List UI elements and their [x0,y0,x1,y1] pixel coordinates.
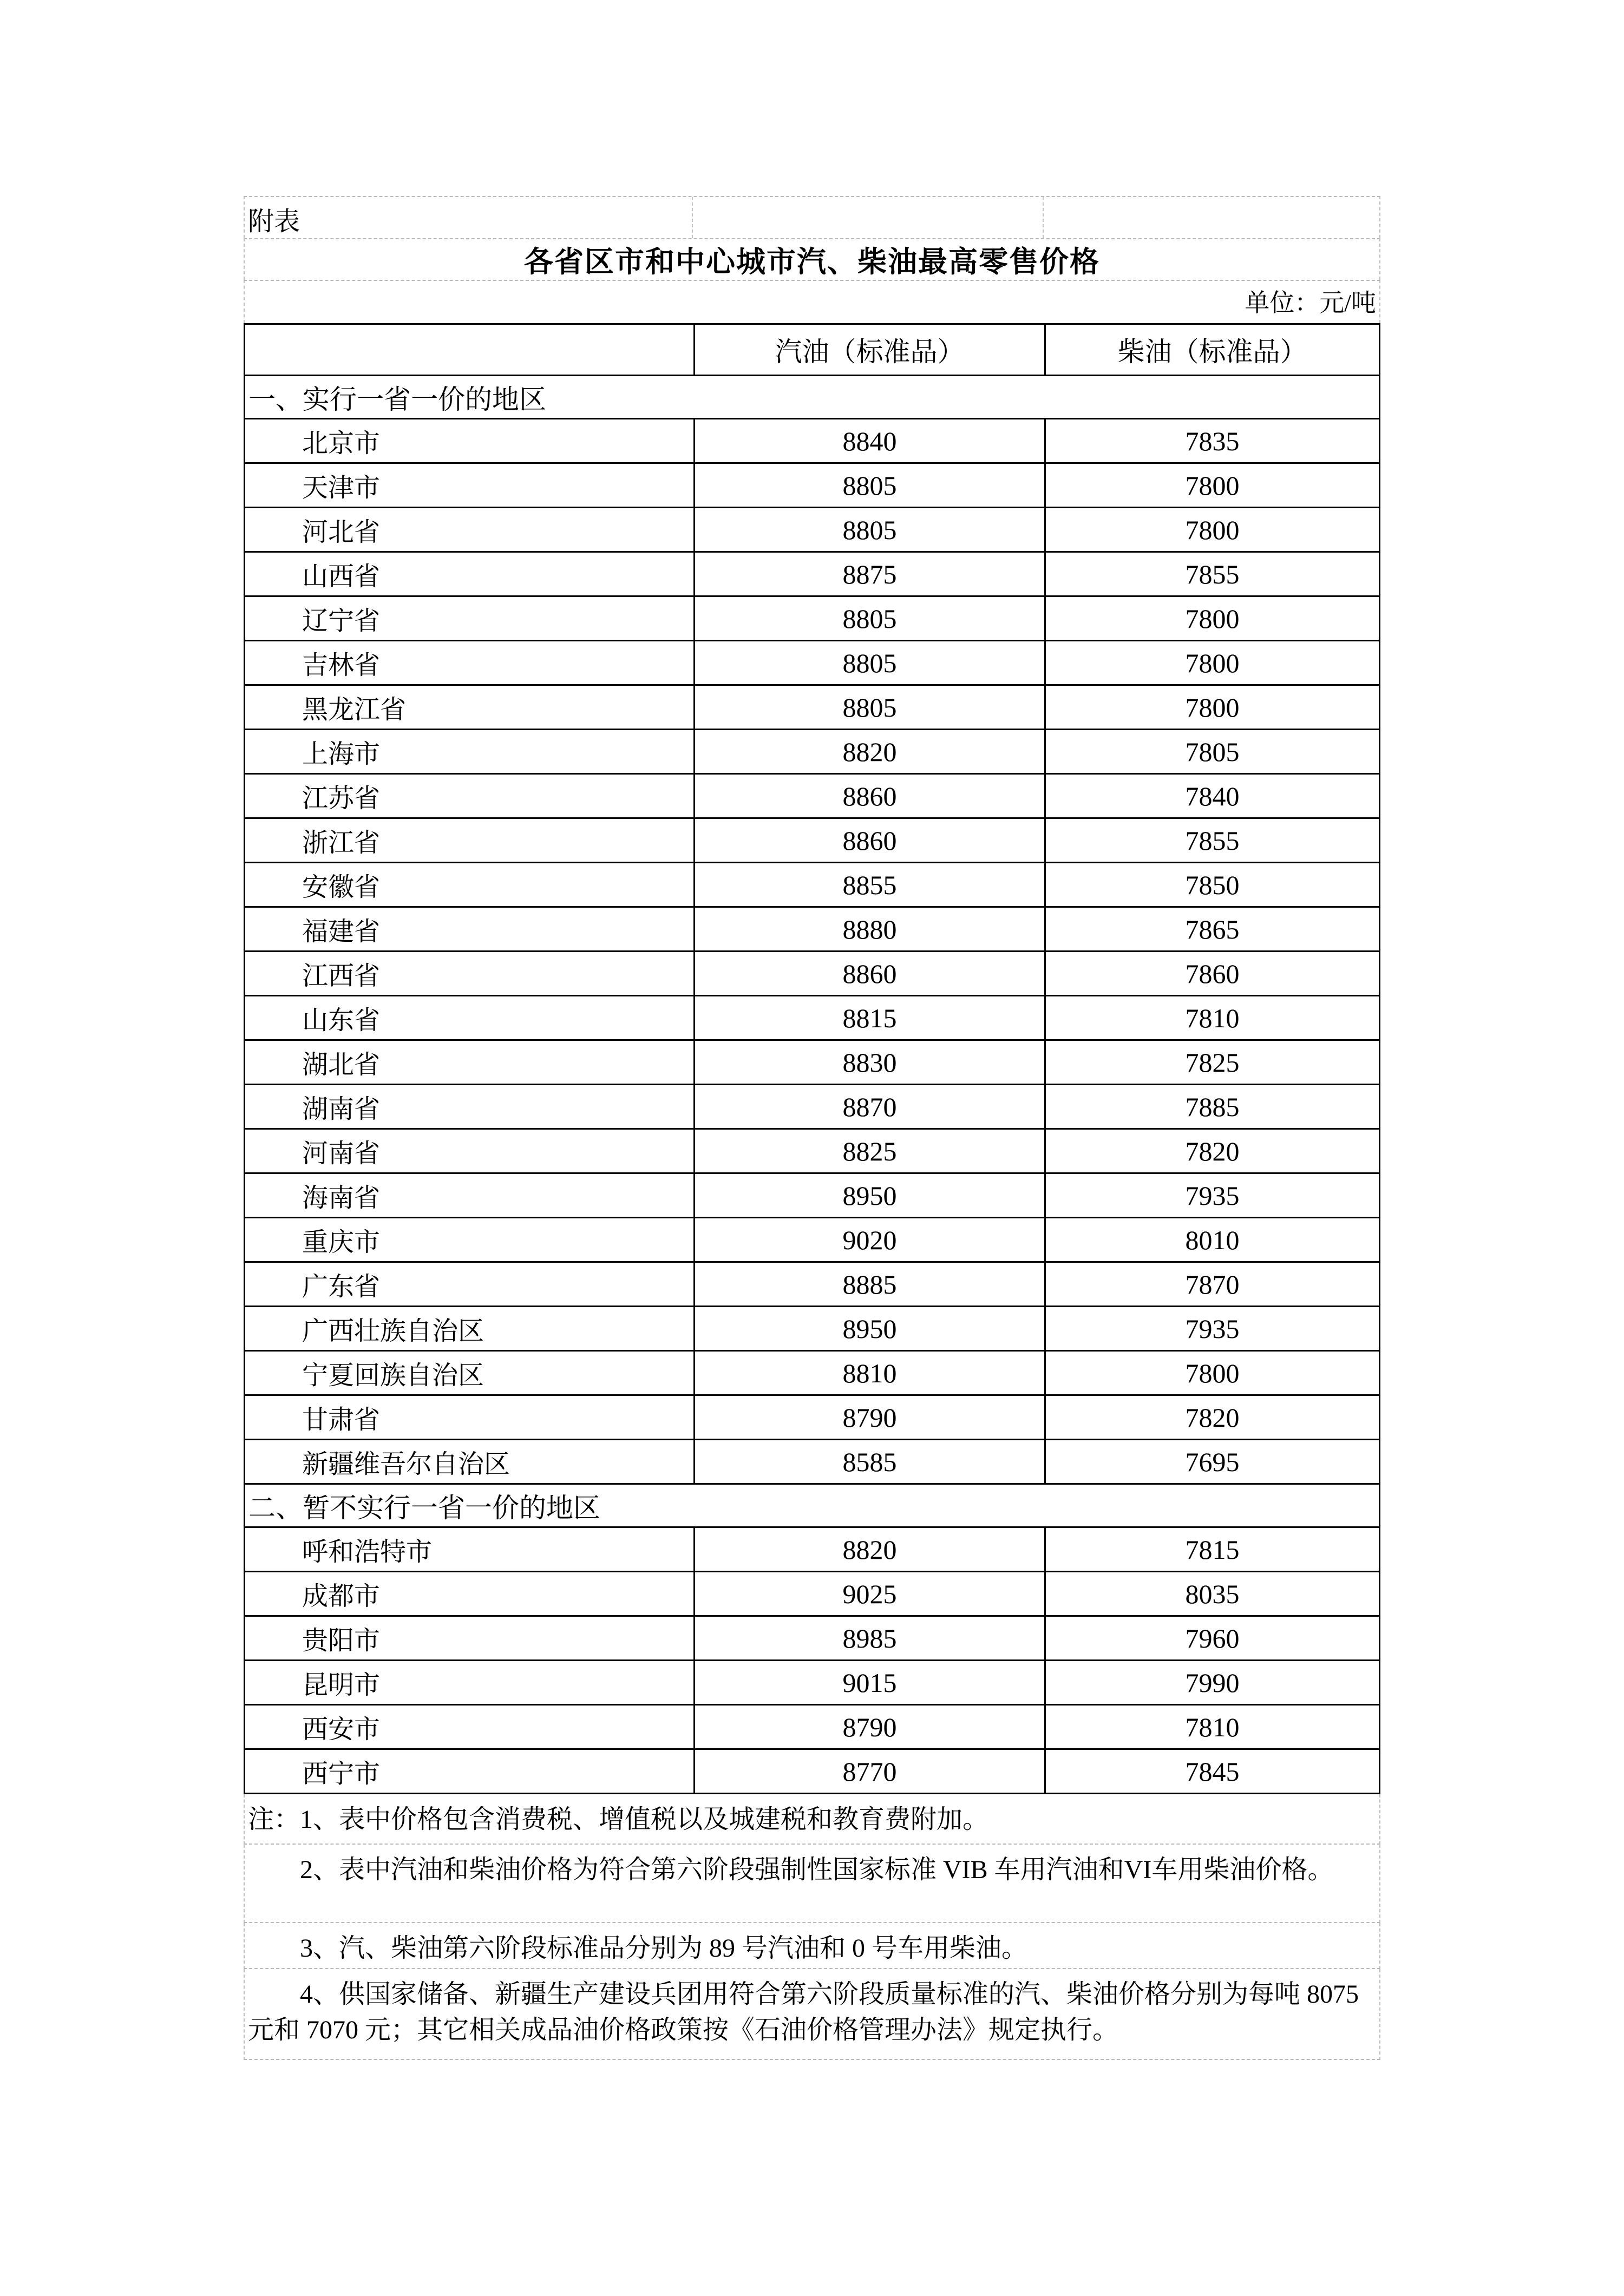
diesel-price-cell: 7845 [1044,1750,1379,1793]
table-row [245,595,1379,640]
gasoline-price-cell: 8880 [693,908,1044,950]
diesel-price-cell: 7800 [1044,597,1379,640]
region-cell: 浙江省 [302,829,381,857]
diesel-price-cell: 7865 [1044,908,1379,950]
diesel-price-cell: 8010 [1044,1218,1379,1261]
table-row [245,507,1379,551]
table-row [245,1615,1379,1659]
diesel-price-cell: 7695 [1044,1440,1379,1483]
diesel-price-cell: 7820 [1044,1130,1379,1172]
table-row [245,995,1379,1039]
diesel-price-cell: 7835 [1044,419,1379,462]
region-cell: 甘肃省 [302,1406,381,1434]
region-cell: 海南省 [302,1184,381,1212]
diesel-price-cell: 7990 [1044,1661,1379,1704]
region-cell: 山西省 [302,562,381,591]
region-cell: 江苏省 [302,784,381,813]
diesel-price-cell: 7855 [1044,553,1379,595]
section-header-row: 一、实行一省一价的地区 [245,375,1379,418]
table-row [245,1217,1379,1261]
diesel-price-cell: 7805 [1044,730,1379,773]
table-row [245,1261,1379,1306]
price-table [244,323,1380,1794]
gasoline-price-cell: 8830 [693,1041,1044,1084]
gasoline-price-cell: 8855 [693,863,1044,906]
diesel-price-cell: 7935 [1044,1307,1379,1350]
table-row [245,1306,1379,1350]
unit-row [244,280,1380,323]
gasoline-price-cell: 8790 [693,1705,1044,1748]
diesel-price-cell: 7800 [1044,1352,1379,1394]
price-table-header-row [245,325,1379,375]
gasoline-price-cell: 8810 [693,1352,1044,1394]
diesel-price-cell: 7935 [1044,1174,1379,1217]
region-cell: 湖北省 [302,1051,381,1079]
diesel-price-cell: 7825 [1044,1041,1379,1084]
gasoline-price-cell: 8820 [693,1528,1044,1571]
gasoline-price-cell: 9020 [693,1218,1044,1261]
table-row [245,1128,1379,1172]
gasoline-price-cell: 8860 [693,952,1044,995]
diesel-price-cell: 7885 [1044,1085,1379,1128]
gasoline-price-cell: 8885 [693,1263,1044,1306]
attachment-row-spacer-cell [1044,197,1379,238]
gasoline-price-cell: 8870 [693,1085,1044,1128]
gasoline-price-cell: 8820 [693,730,1044,773]
region-cell: 江西省 [302,962,381,990]
table-row [245,551,1379,595]
table-row [245,1084,1379,1128]
region-cell: 广西壮族自治区 [302,1317,484,1346]
table-row [245,950,1379,995]
table-row [245,462,1379,507]
table-row [245,1571,1379,1615]
table-row [245,729,1379,773]
table-row [245,1350,1379,1394]
region-cell: 河北省 [302,518,381,547]
region-cell: 山东省 [302,1006,381,1035]
gasoline-price-cell: 8790 [693,1396,1044,1439]
diesel-price-cell: 7850 [1044,863,1379,906]
region-cell: 黑龙江省 [302,696,407,724]
gasoline-price-cell: 8860 [693,819,1044,862]
diesel-price-cell: 7800 [1044,641,1379,684]
region-cell: 昆明市 [302,1671,381,1700]
gasoline-price-cell: 8585 [693,1440,1044,1483]
table-row [245,1439,1379,1483]
region-cell: 西宁市 [302,1760,381,1788]
gasoline-price-cell: 9025 [693,1572,1044,1615]
region-cell: 上海市 [302,740,381,769]
gasoline-price-cell: 8805 [693,641,1044,684]
table-row [245,773,1379,817]
attachment-label-row [244,196,1380,238]
table-row [245,1039,1379,1084]
table-row [245,1172,1379,1217]
price-table-body [245,375,1379,1793]
table-row [245,640,1379,684]
table-row [245,1526,1379,1571]
table-row [245,418,1379,462]
gasoline-price-cell: 8950 [693,1174,1044,1217]
table-row [245,684,1379,729]
gasoline-price-cell: 8805 [693,597,1044,640]
gasoline-price-cell: 8875 [693,553,1044,595]
region-cell: 重庆市 [302,1228,381,1257]
diesel-column-header: 柴油（标准品） [1044,325,1379,375]
diesel-price-cell: 7960 [1044,1617,1379,1659]
attachment-row-spacer-cell [693,197,1044,238]
gasoline-price-cell: 8805 [693,686,1044,729]
note-row: 2、表中汽油和柴油价格为符合第六阶段强制性国家标准 VIB 车用汽油和VI车用柴油价格。 [244,1845,1380,1923]
region-cell: 辽宁省 [302,607,381,635]
region-cell: 湖南省 [302,1095,381,1124]
region-cell: 北京市 [302,429,381,458]
region-cell: 天津市 [302,474,381,502]
region-cell: 河南省 [302,1139,381,1168]
diesel-price-cell: 7860 [1044,952,1379,995]
diesel-price-cell: 7815 [1044,1528,1379,1571]
unit-label: 单位：元/吨 [1245,289,1376,317]
region-cell: 贵阳市 [302,1626,381,1655]
region-cell: 吉林省 [302,651,381,680]
region-cell: 宁夏回族自治区 [302,1361,484,1390]
diesel-price-cell: 7800 [1044,508,1379,551]
gasoline-price-cell: 8860 [693,775,1044,817]
gasoline-price-cell: 8770 [693,1750,1044,1793]
region-cell: 福建省 [302,917,381,946]
diesel-price-cell: 7800 [1044,464,1379,507]
notes-section [244,1794,1380,2060]
attachment-label: 附表 [245,197,693,238]
region-cell: 新疆维吾尔自治区 [302,1450,510,1479]
note-row: 注：1、表中价格包含消费税、增值税以及城建税和教育费附加。 [244,1794,1380,1845]
table-title-row [244,238,1380,280]
region-cell: 西安市 [302,1715,381,1744]
table-row [245,906,1379,950]
table-row [245,1394,1379,1439]
region-cell: 安徽省 [302,873,381,902]
document-page [244,196,1380,2060]
diesel-price-cell: 8035 [1044,1572,1379,1615]
gasoline-price-cell: 8840 [693,419,1044,462]
table-row [245,1704,1379,1748]
gasoline-price-cell: 8815 [693,996,1044,1039]
diesel-price-cell: 7820 [1044,1396,1379,1439]
gasoline-price-cell: 8825 [693,1130,1044,1172]
table-row [245,817,1379,862]
gasoline-column-header: 汽油（标准品） [693,325,1044,375]
section-header-row: 二、暂不实行一省一价的地区 [245,1483,1379,1526]
region-cell: 成都市 [302,1582,381,1611]
gasoline-price-cell: 9015 [693,1661,1044,1704]
gasoline-price-cell: 8985 [693,1617,1044,1659]
table-title: 各省区市和中心城市汽、柴油最高零售价格 [524,246,1100,278]
region-cell: 呼和浩特市 [302,1538,433,1566]
table-row [245,862,1379,906]
diesel-price-cell: 7810 [1044,996,1379,1039]
note-row: 3、汽、柴油第六阶段标准品分别为 89 号汽油和 0 号车用柴油。 [244,1923,1380,1969]
diesel-price-cell: 7800 [1044,686,1379,729]
table-row [245,1659,1379,1704]
diesel-price-cell: 7810 [1044,1705,1379,1748]
gasoline-price-cell: 8950 [693,1307,1044,1350]
region-column-header [245,325,693,375]
table-row [245,1748,1379,1793]
note-row: 4、供国家储备、新疆生产建设兵团用符合第六阶段质量标准的汽、柴油价格分别为每吨 8075 元和 7070 元；其它相关成品油价格政策按《石油价格管理办法》规定执行。 [244,1969,1380,2060]
gasoline-price-cell: 8805 [693,508,1044,551]
diesel-price-cell: 7870 [1044,1263,1379,1306]
diesel-price-cell: 7855 [1044,819,1379,862]
gasoline-price-cell: 8805 [693,464,1044,507]
diesel-price-cell: 7840 [1044,775,1379,817]
region-cell: 广东省 [302,1272,381,1301]
